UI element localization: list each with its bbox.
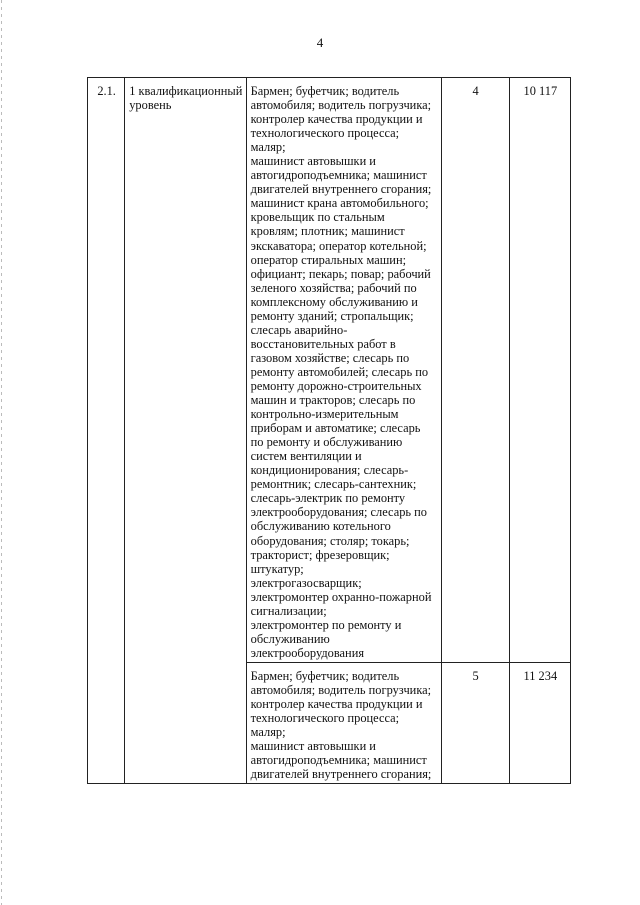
professions-cell [246,78,441,663]
profession-line: слесарь-электрик по ремонту [250,491,406,506]
profession-line: ремонту дорожно-строительных [250,378,422,393]
profession-line: электрогазосварщик; [250,575,362,590]
grade-cell: 5 [441,662,509,783]
profession-line: машинист автовышки и [250,154,376,169]
page-number: 4 [316,35,324,50]
profession-line: автомобиля; водитель погрузчика; [250,98,432,113]
profession-line: автогидроподъемника; машинист [250,168,427,183]
row-number-cell: 2.1. [88,78,125,784]
professions-list [251,84,438,660]
profession-line: ремонту автомобилей; слесарь по [250,364,429,379]
profession-line: маляр; [250,140,286,155]
salary-cell: 11 234 [509,662,570,783]
profession-line: зеленого хозяйства; рабочий по [250,280,417,295]
profession-line: Бармен; буфетчик; водитель [250,668,400,683]
profession-line: кровлям; плотник; машинист [250,224,405,239]
profession-line: электрооборудования; слесарь по [250,505,427,520]
profession-line: машин и тракторов; слесарь по [250,393,416,408]
professions-list [251,669,438,781]
profession-line: автомобиля; водитель погрузчика; [250,682,432,697]
profession-line: газовом хозяйстве; слесарь по [250,350,410,365]
profession-line: комплексному обслуживанию и [250,294,418,309]
profession-line: машинист автовышки и [250,739,376,754]
profession-line: оператор стиральных машин; [250,252,407,267]
grade-cell: 4 [441,78,509,663]
profession-line: экскаватора; оператор котельной; [250,238,427,253]
profession-line: обслуживанию котельного [250,519,391,534]
profession-line: сигнализации; [250,603,327,618]
profession-line: электрооборудования [250,645,365,660]
profession-line: приборам и автоматике; слесарь [250,421,421,436]
profession-line: ремонту зданий; стропальщик; [250,308,414,323]
table-row [88,78,571,663]
profession-line: контрольно-измерительным [250,407,399,422]
salary-cell: 10 117 [509,78,570,663]
profession-line: маляр; [250,725,286,740]
profession-line: двигателей внутреннего сгорания; [250,182,432,197]
qualification-level-cell: 1 квалификационный уровень [125,78,246,784]
profession-line: слесарь аварийно- [250,322,348,337]
profession-line: тракторист; фрезеровщик; [250,547,390,562]
profession-line: по ремонту и обслуживанию [250,435,403,450]
profession-line: кондиционирования; слесарь- [250,463,409,478]
profession-line: ремонтник; слесарь-сантехник; [250,477,417,492]
profession-line: двигателей внутреннего сгорания; [250,767,432,782]
profession-line: технологического процесса; [250,711,400,726]
profession-line: контролер качества продукции и [250,697,423,712]
profession-line: машинист крана автомобильного; [250,196,429,211]
profession-line: кровельщик по стальным [250,210,385,225]
salary-table [87,77,571,784]
professions-cell [246,662,441,783]
profession-line: технологического процесса; [250,126,400,141]
profession-line: восстановительных работ в [250,336,396,351]
profession-line: официант; пекарь; повар; рабочий [250,266,431,281]
profession-line: контролер качества продукции и [250,112,423,127]
profession-line: Бармен; буфетчик; водитель [250,84,400,98]
profession-line: автогидроподъемника; машинист [250,753,427,768]
profession-line: обслуживанию [250,631,330,646]
scan-edge-line [1,0,2,905]
profession-line: штукатур; [250,561,304,576]
profession-line: оборудования; столяр; токарь; [250,533,410,548]
profession-line: систем вентиляции и [250,449,362,464]
profession-line: электромонтер по ремонту и [250,617,402,632]
profession-line: электромонтер охранно-пожарной [250,589,432,604]
